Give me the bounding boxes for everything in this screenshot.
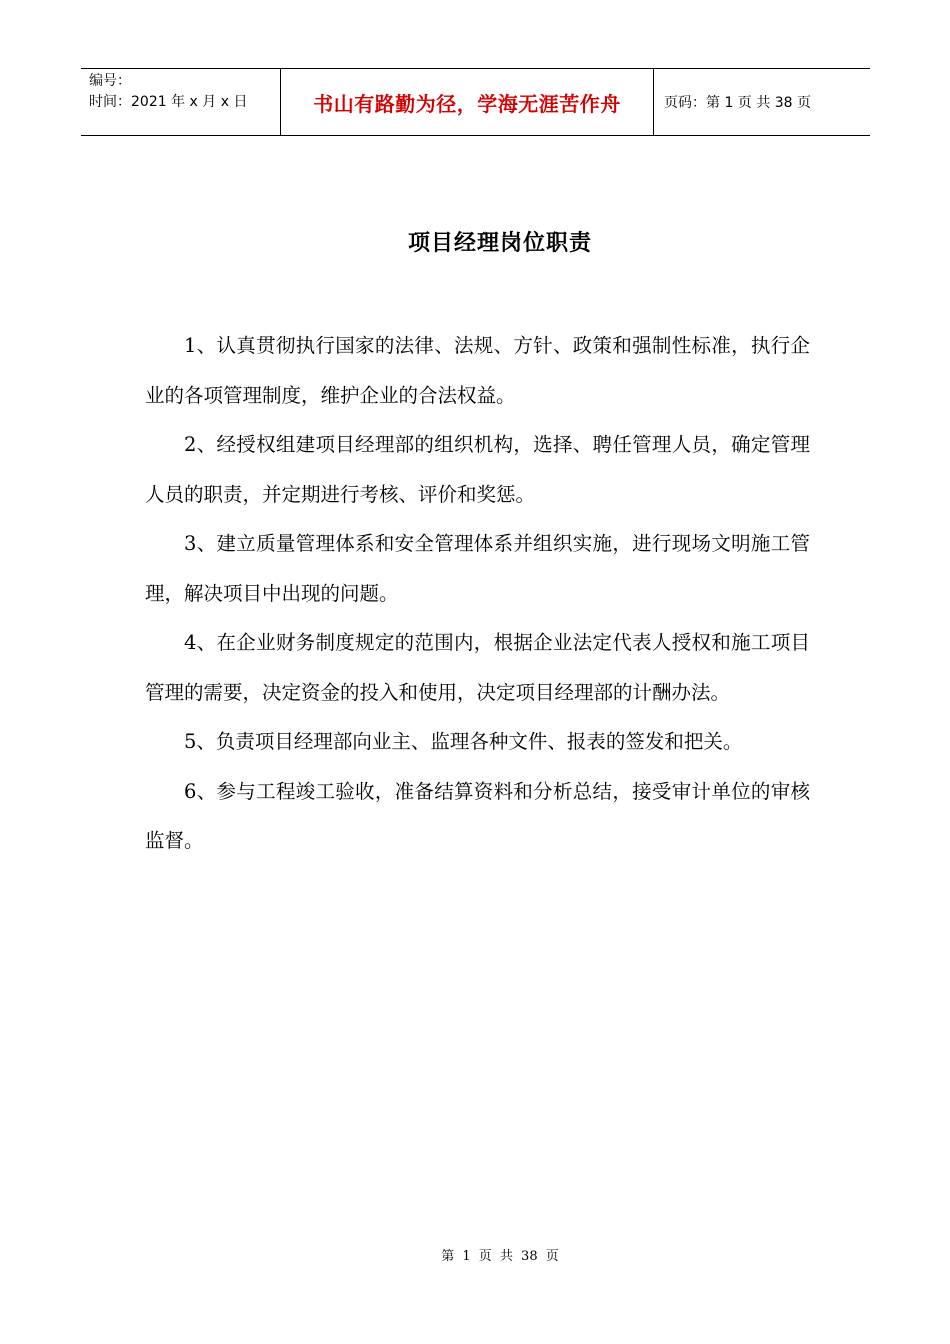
document-body <box>145 321 810 866</box>
paragraph-6: 6、参与工程竣工验收，准备结算资料和分析总结，接受审计单位的审核监督。 <box>145 779 810 852</box>
page-footer: 第 1 页 共 38 页 <box>441 1249 559 1264</box>
header-meta-cell <box>81 69 281 135</box>
document-title: 项目经理岗位职责 <box>407 230 592 256</box>
paragraph-4: 4、在企业财务制度规定的范围内，根据企业法定代表人授权和施工项目管理的需要，决定资金的投入和使用，决定项目经理部的计酬办法。 <box>145 631 810 704</box>
header-page-cell <box>654 69 870 135</box>
paragraph-3: 3、建立质量管理体系和安全管理体系并组织实施，进行现场文明施工管理，解决项目中出现的问题。 <box>145 532 810 605</box>
motto-text: 书山有路勤为径，学海无涯苦作舟 <box>313 91 621 116</box>
time-label: 时间：2021 年 x 月 x 日 <box>89 94 248 110</box>
paragraph-2: 2、经授权组建项目经理部的组织机构，选择、聘任管理人员，确定管理人员的职责，并定期进行考核、评价和奖惩。 <box>145 433 810 506</box>
number-label: 编号： <box>89 73 131 89</box>
paragraph-1: 1、认真贯彻执行国家的法律、法规、方针、政策和强制性标准，执行企业的各项管理制度，维护企业的合法权益。 <box>145 334 810 407</box>
page-header <box>81 68 870 136</box>
header-motto-cell <box>281 69 654 135</box>
paragraph-5: 5、负责项目经理部向业主、监理各种文件、报表的签发和把关。 <box>184 730 743 753</box>
header-page-info: 页码：第 1 页 共 38 页 <box>664 95 811 111</box>
